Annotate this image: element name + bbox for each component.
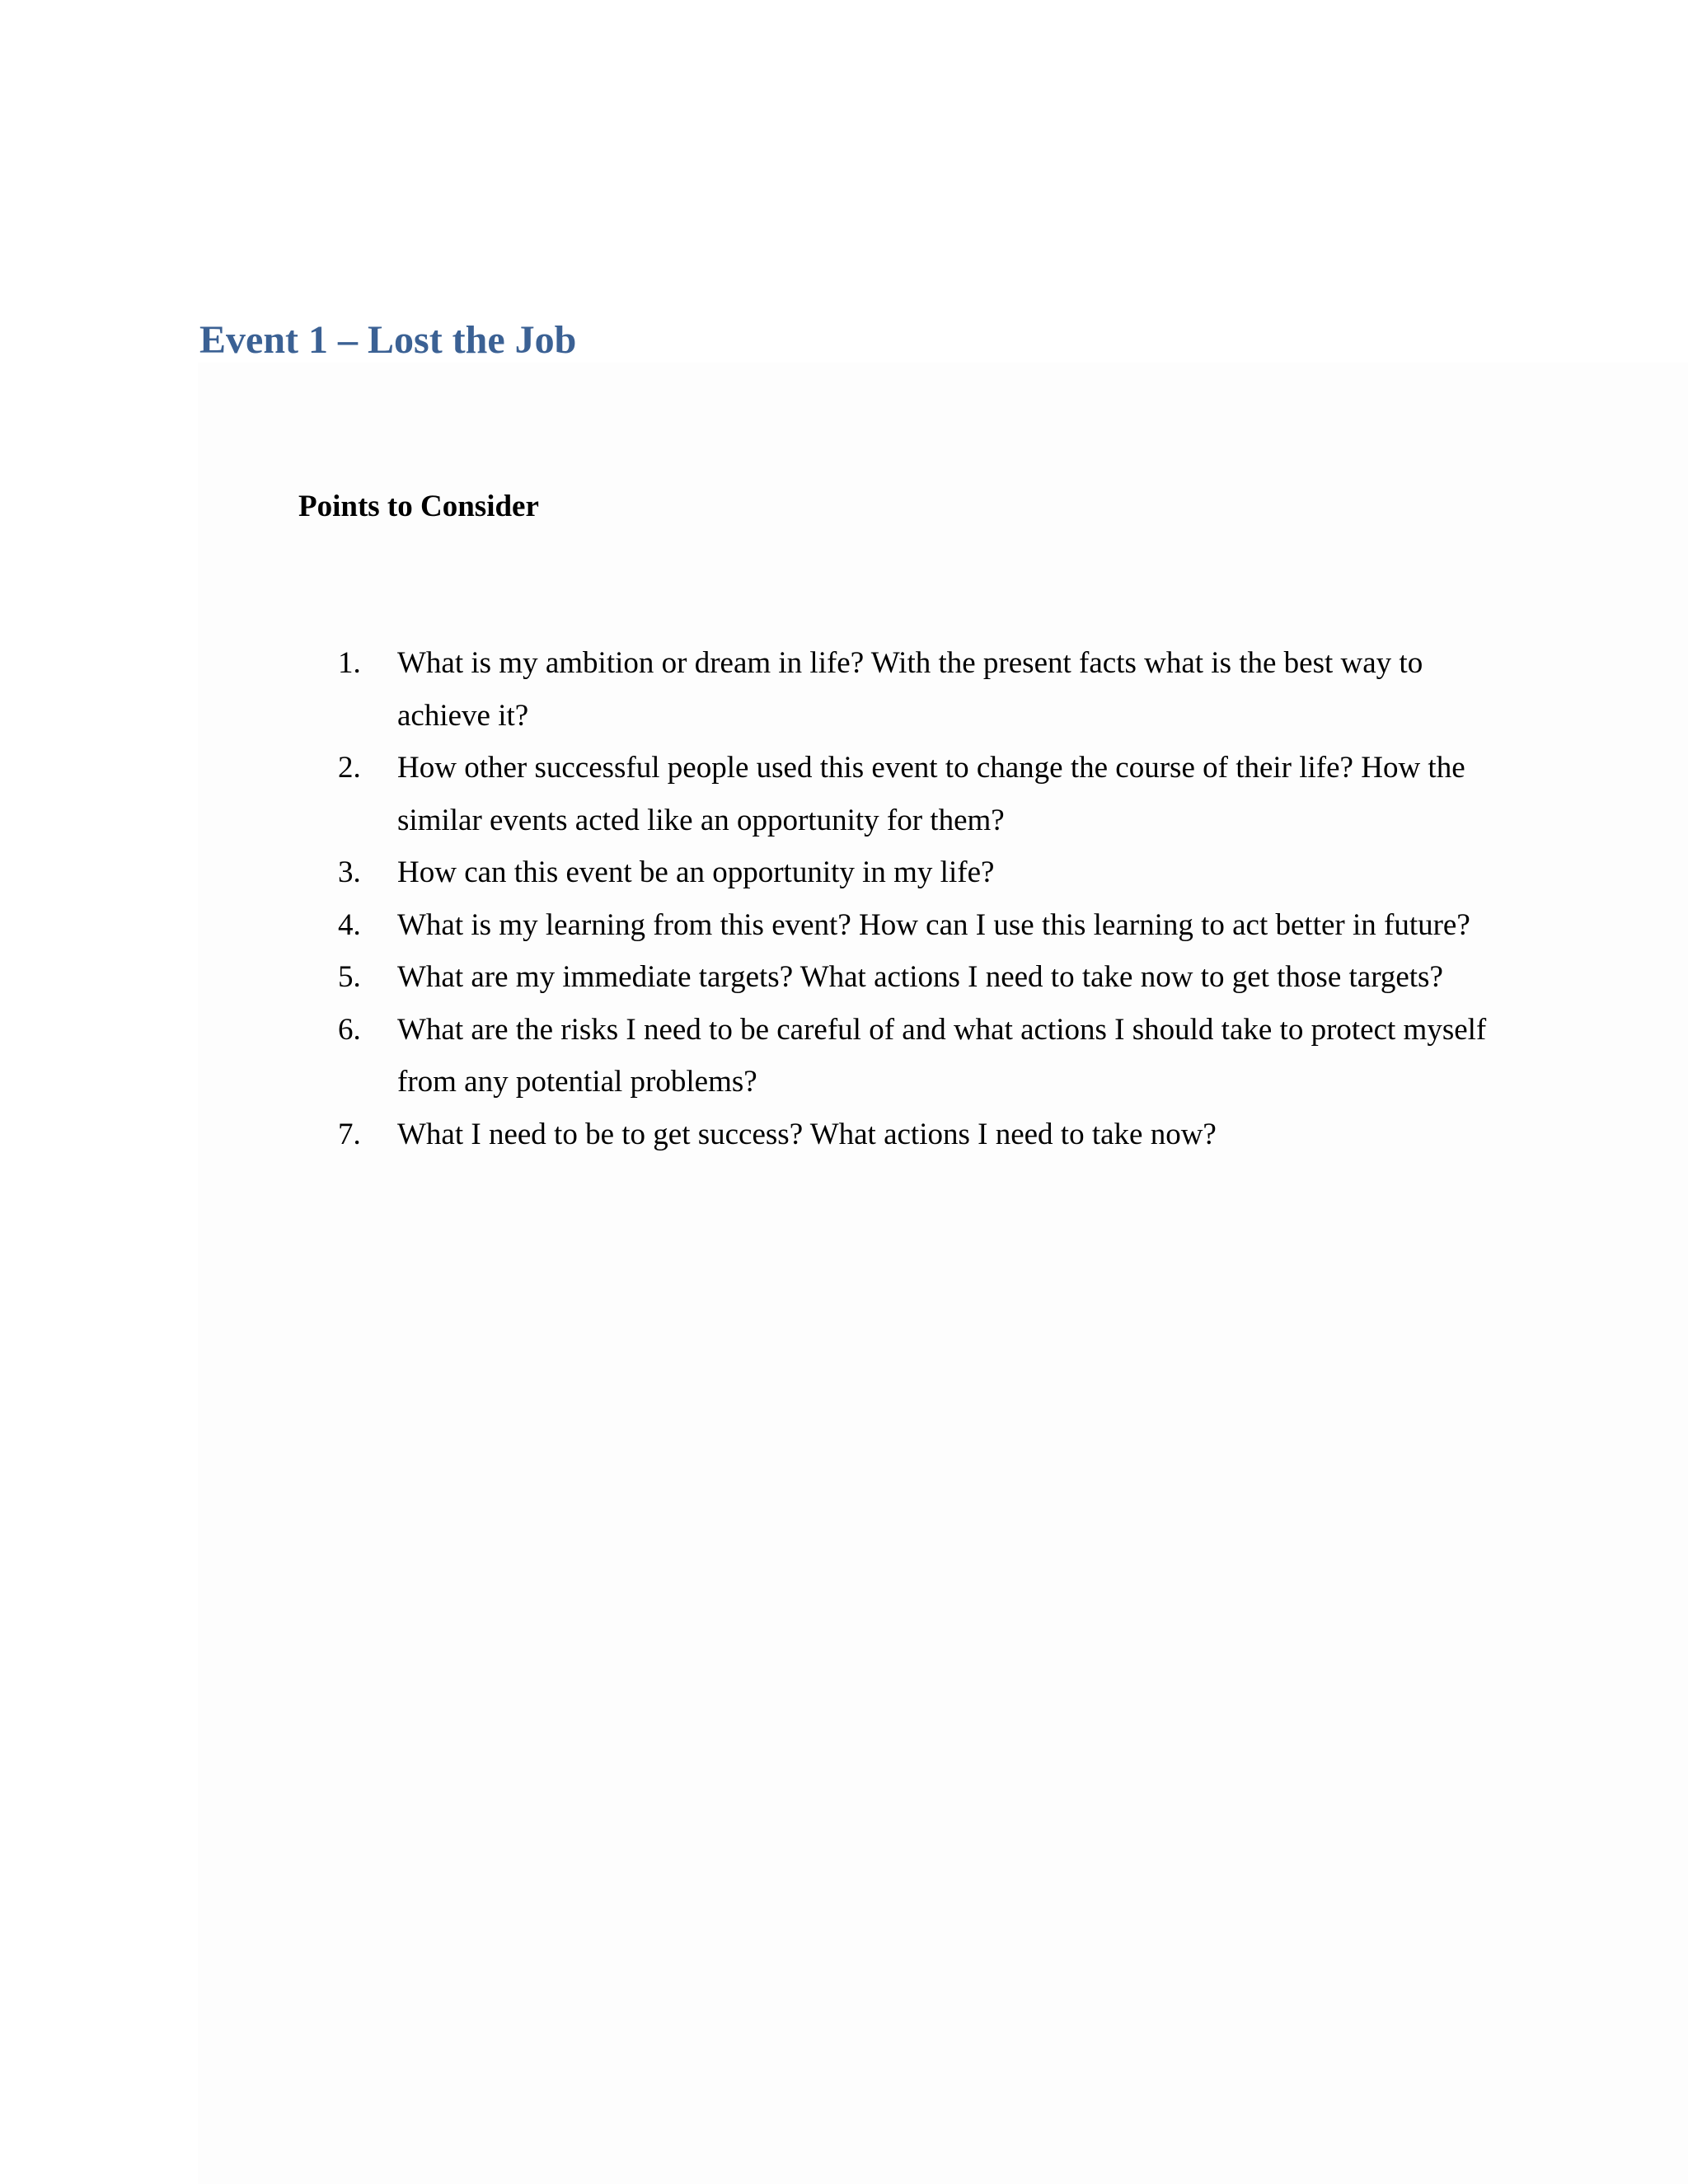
list-item — [338, 846, 1492, 899]
list-item — [338, 637, 1492, 742]
list-item — [338, 742, 1492, 846]
list-item-text: What is my learning from this event? How can I use this learning to act better in future? — [397, 907, 1470, 942]
list-item-number: 6. — [338, 1012, 361, 1047]
list-item-number: 2. — [338, 751, 361, 785]
list-item-number: 3. — [338, 855, 361, 889]
list-item-text: What are the risks I need to be careful of and what actions I should take to protect myself from any potential problems? — [397, 1012, 1487, 1099]
section-heading: Points to Consider — [298, 490, 539, 523]
list-item-text: What is my ambition or dream in life? With the present facts what is the best way to achieve it? — [397, 646, 1423, 733]
list-item-text: What are my immediate targets? What actions I need to take now to get those targets? — [397, 960, 1443, 994]
list-item — [338, 1004, 1492, 1108]
list-item-number: 5. — [338, 960, 361, 994]
page-shading — [198, 363, 1688, 2184]
points-list — [338, 637, 1492, 1160]
list-item-number: 7. — [338, 1117, 361, 1151]
list-item-text: How can this event be an opportunity in my life? — [397, 855, 995, 889]
event-title: Event 1 – Lost the Job — [199, 318, 577, 362]
list-item — [338, 1108, 1492, 1161]
list-item-number: 4. — [338, 907, 361, 942]
list-item-text: How other successful people used this event to change the course of their life? How the similar events acted like an opportunity for them? — [397, 751, 1465, 837]
list-item — [338, 951, 1492, 1004]
list-item — [338, 899, 1492, 952]
list-item-number: 1. — [338, 646, 361, 680]
list-item-text: What I need to be to get success? What actions I need to take now? — [397, 1117, 1217, 1151]
